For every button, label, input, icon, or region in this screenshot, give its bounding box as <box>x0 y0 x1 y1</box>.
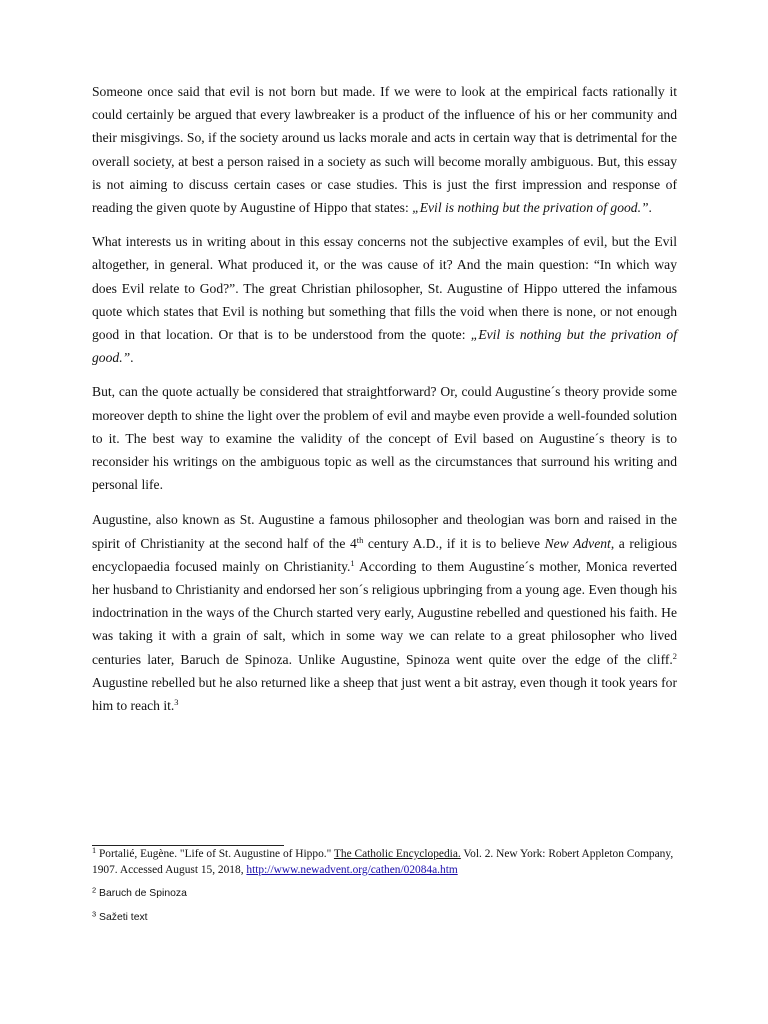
paragraph-2-text: What interests us in writing about in this essay concerns not the subjective examples of evil, but the Evil altogether, in general. What produced it, or the was cause of it? And the main question: “In which way does Evil relate to God?”. The great Christian philosopher, St. Augustine of Hippo uttered the infamous quote which states that Evil is nothing but something that fills the void when there is none, or not enough good in that location. Or that is to be understood from the quote: <box>92 234 677 343</box>
ordinal-superscript: th <box>356 534 364 545</box>
footnote-ref-3[interactable]: 3 <box>174 696 179 707</box>
footnote-3 <box>92 910 677 926</box>
paragraph-3: But, can the quote actually be considered that straightforward? Or, could Augustine´s theory provide some moreover depth to shine the light over the problem of evil and maybe even provide a well-founded solution to it. The best way to examine the validity of the concept of Evil based on Augustine´s theory is to reconsider his writings on the ambiguous topic as well as the circumstances that surround his writing and personal life. <box>92 384 677 493</box>
paragraph-4-text-e: Augustine rebelled but he also returned like a sheep that just went a bit astray, even though it took years for him to reach it. <box>92 674 677 714</box>
footnote-1 <box>92 847 677 878</box>
paragraph-4 <box>92 508 677 717</box>
augustine-quote: „Evil is nothing but the privation of good.” <box>92 327 677 366</box>
footnote-1-url-link[interactable]: http://www.newadvent.org/cathen/02084a.htm <box>246 863 458 876</box>
footnote-1-text-b: Vol. 2. New York: Robert Appleton Company, 1907. Accessed August 15, 2018, <box>92 848 674 876</box>
paragraph-4-text-b: century A.D., if it is to believe <box>363 535 545 551</box>
footnote-separator <box>92 845 284 846</box>
footnote-ref-2[interactable]: 2 <box>672 650 677 661</box>
footnote-1-number: 1 <box>92 845 97 855</box>
paragraph-4-text-c: , a religious encyclopaedia focused mainly on Christianity. <box>92 535 677 574</box>
new-advent-title: New Advent <box>544 535 611 551</box>
paragraph-1 <box>92 80 677 219</box>
footnote-1-source: The Catholic Encyclopedia. <box>333 848 461 860</box>
paragraph-1-end: . <box>648 200 652 216</box>
footnote-3-number: 3 <box>92 909 97 919</box>
footnote-2-text: Baruch de Spinoza <box>96 888 187 900</box>
paragraph-2 <box>92 230 677 369</box>
essay-body <box>92 80 677 728</box>
paragraph-4-text-d: According to them Augustine´s mother, Monica reverted her husband to Christianity and endorsed her son´s religious upbringing from a young age. Even though his indoctrination in the ways of the Church started very early, Augustine rebelled and questioned his faith. He was taking it with a grain of salt, which in some way we can relate to a great philosopher who lived centuries later, Baruch de Spinoza. Unlike Augustine, Spinoza went quite over the edge of the cliff. <box>92 558 677 667</box>
footnotes <box>92 847 677 933</box>
paragraph-2-end: . <box>130 350 134 366</box>
footnote-1-text-a: Portalié, Eugène. "Life of St. Augustine of Hippo." <box>96 848 334 860</box>
augustine-quote: „Evil is nothing but the privation of good.” <box>412 200 649 216</box>
footnote-ref-1[interactable]: 1 <box>350 557 355 568</box>
paragraph-4-text-a: Augustine, also known as St. Augustine a famous philosopher and theologian was born and raised in the spirit of Christianity at the second half of the 4 <box>92 512 677 551</box>
paragraph-1-text: Someone once said that evil is not born but made. If we were to look at the empirical facts rationally it could certainly be argued that every lawbreaker is a product of the influence of his or her community and their misgivings. So, if the society around us lacks morale and acts in certain way that is detrimental for the overall society, at best a person raised in a society as such will become morally ambiguous. But, this essay is not aiming to discuss certain cases or case studies. This is just the first impression and response of reading the given quote by Augustine of Hippo that states: <box>92 84 677 216</box>
footnote-2 <box>92 886 677 902</box>
footnote-2-number: 2 <box>92 885 97 895</box>
footnote-3-text: Sažeti text <box>96 911 148 923</box>
